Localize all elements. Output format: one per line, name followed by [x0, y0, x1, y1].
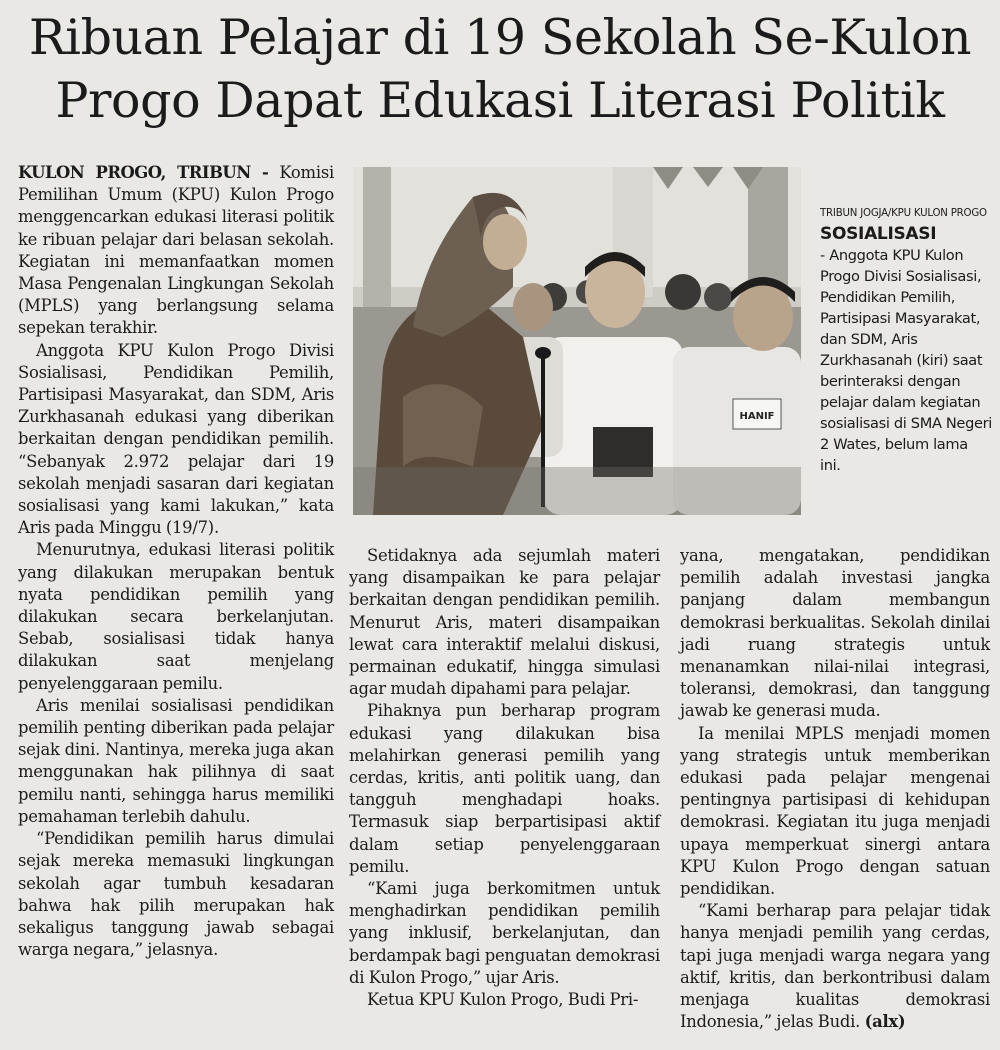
article-paragraph: “Pendidikan pemilih harus dimulai sejak mereka memasuki lingkungan sekolah agar tumbuh kesadaran bahwa hak pilih merupakan hak sekaligus tanggung jawab sebagai warga negara,” jelasnya.: [18, 829, 334, 960]
news-photo: [353, 167, 801, 515]
photo-caption: [820, 208, 992, 476]
article-headline: [0, 6, 1000, 132]
article-paragraph: Ketua KPU Kulon Progo, Budi Pri-: [367, 990, 639, 1010]
article-paragraph: Anggota KPU Kulon Progo Divisi Sosialisasi, Pendidikan Pemilih, Partisipasi Masyarakat, dan SDM, Aris Zurkhasanah edukasi yang diberikan berkaitan dengan pendidikan pemilih. “Sebanyak 2.972 pelajar dari 19 sekolah menjadi sasaran dari kegiatan sosialisasi yang kami lakukan,” kata Aris pada Minggu (19/7).: [18, 340, 334, 538]
caption-text: - Anggota KPU Kulon Progo Divisi Sosialisasi, Pendidikan Pemilih, Partisipasi Masyarakat, dan SDM, Aris Zurkhasanah (kiri) saat berinteraksi dengan pelajar dalam kegiatan sosialisasi di SMA Negeri 2 Wates, belum lama ini.: [820, 247, 992, 474]
student-badge: HANIF: [739, 411, 775, 422]
article-paragraph: Pihaknya pun berharap program edukasi yang dilakukan bisa melahirkan generasi pemilih yang cerdas, kritis, anti politik uang, dan tangguh menghadapi hoaks. Termasuk siap berpartisipasi aktif dalam setiap penyelenggaraan pemilu.: [349, 701, 660, 876]
article-paragraph: Menurutnya, edukasi literasi politik yang dilakukan merupakan bentuk nyata pendidikan pemilih yang dilakukan secara berkelanjutan. Sebab, sosialisasi tidak hanya dilakukan saat menjelang penyelenggaraan pemilu.: [18, 540, 334, 693]
article-paragraph: Aris menilai sosialisasi pendidikan pemilih penting diberikan pada pelajar sejak dini. Nantinya, mereka juga akan menggunakan hak pilihnya di saat pemilu nanti, sehingga harus memiliki pemahaman terlebih dahulu.: [18, 695, 334, 826]
article-column-3: [680, 545, 990, 1033]
headline-line-1: Ribuan Pelajar di 19 Sekolah Se-Kulon: [28, 9, 972, 66]
article-paragraph: KULON PROGO, TRIBUN - Komisi Pemilihan Umum (KPU) Kulon Progo menggencarkan edukasi literasi politik ke ribuan pelajar dari belasan sekolah. Kegiatan ini memanfaatkan momen Masa Pengenalan Lingkungan Sekolah (MPLS) yang berlangsung selama sepekan terakhir.: [18, 163, 334, 338]
article-paragraph: “Kami berharap para pelajar tidak hanya menjadi pemilih yang cerdas, tapi juga menjadi warga negara yang aktif, kritis, dan berkontribusi dalam menjaga kualitas demokrasi Indonesia,” jelas Budi. (alx): [680, 901, 990, 1032]
article-paragraph: yana, mengatakan, pendidikan pemilih adalah investasi jangka panjang dalam membangun demokrasi berkualitas. Sekolah dinilai jadi ruang strategis untuk menanamkan nilai-nilai integrasi, toleransi, demokrasi, dan tanggung jawab ke generasi muda.: [680, 546, 990, 721]
dateline: KULON PROGO, TRIBUN -: [18, 163, 269, 182]
article-paragraph: Ia menilai MPLS menjadi momen yang strategis untuk memberikan edukasi pada pelajar mengenai pentingnya partisipasi di kehidupan demokrasi. Kegiatan itu juga menjadi upaya memperkuat sinergi antara KPU Kulon Progo dengan satuan pendidikan.: [680, 723, 990, 899]
article-column-2: [349, 545, 660, 1011]
caption-label: SOSIALISASI: [820, 224, 937, 244]
article-paragraph: “Kami juga berkomitmen untuk menghadirkan pendidikan pemilih yang inklusif, berkelanjutan, dan berdampak bagi penguatan demokrasi di Kulon Progo,” ujar Aris.: [349, 879, 660, 987]
article-column-1: [18, 162, 334, 961]
photo-illustration: [353, 167, 801, 515]
photo-credit: TRIBUN JOGJA/KPU KULON PROGO: [820, 208, 987, 219]
article-paragraph: Setidaknya ada sejumlah materi yang disampaikan ke para pelajar berkaitan dengan pendidikan pemilih. Menurut Aris, materi disampaikan lewat cara interaktif melalui diskusi, permainan edukatif, hingga simulasi agar mudah dipahami para pelajar.: [349, 546, 660, 699]
headline-line-2: Progo Dapat Edukasi Literasi Politik: [55, 72, 945, 129]
byline: (alx): [864, 1012, 906, 1032]
